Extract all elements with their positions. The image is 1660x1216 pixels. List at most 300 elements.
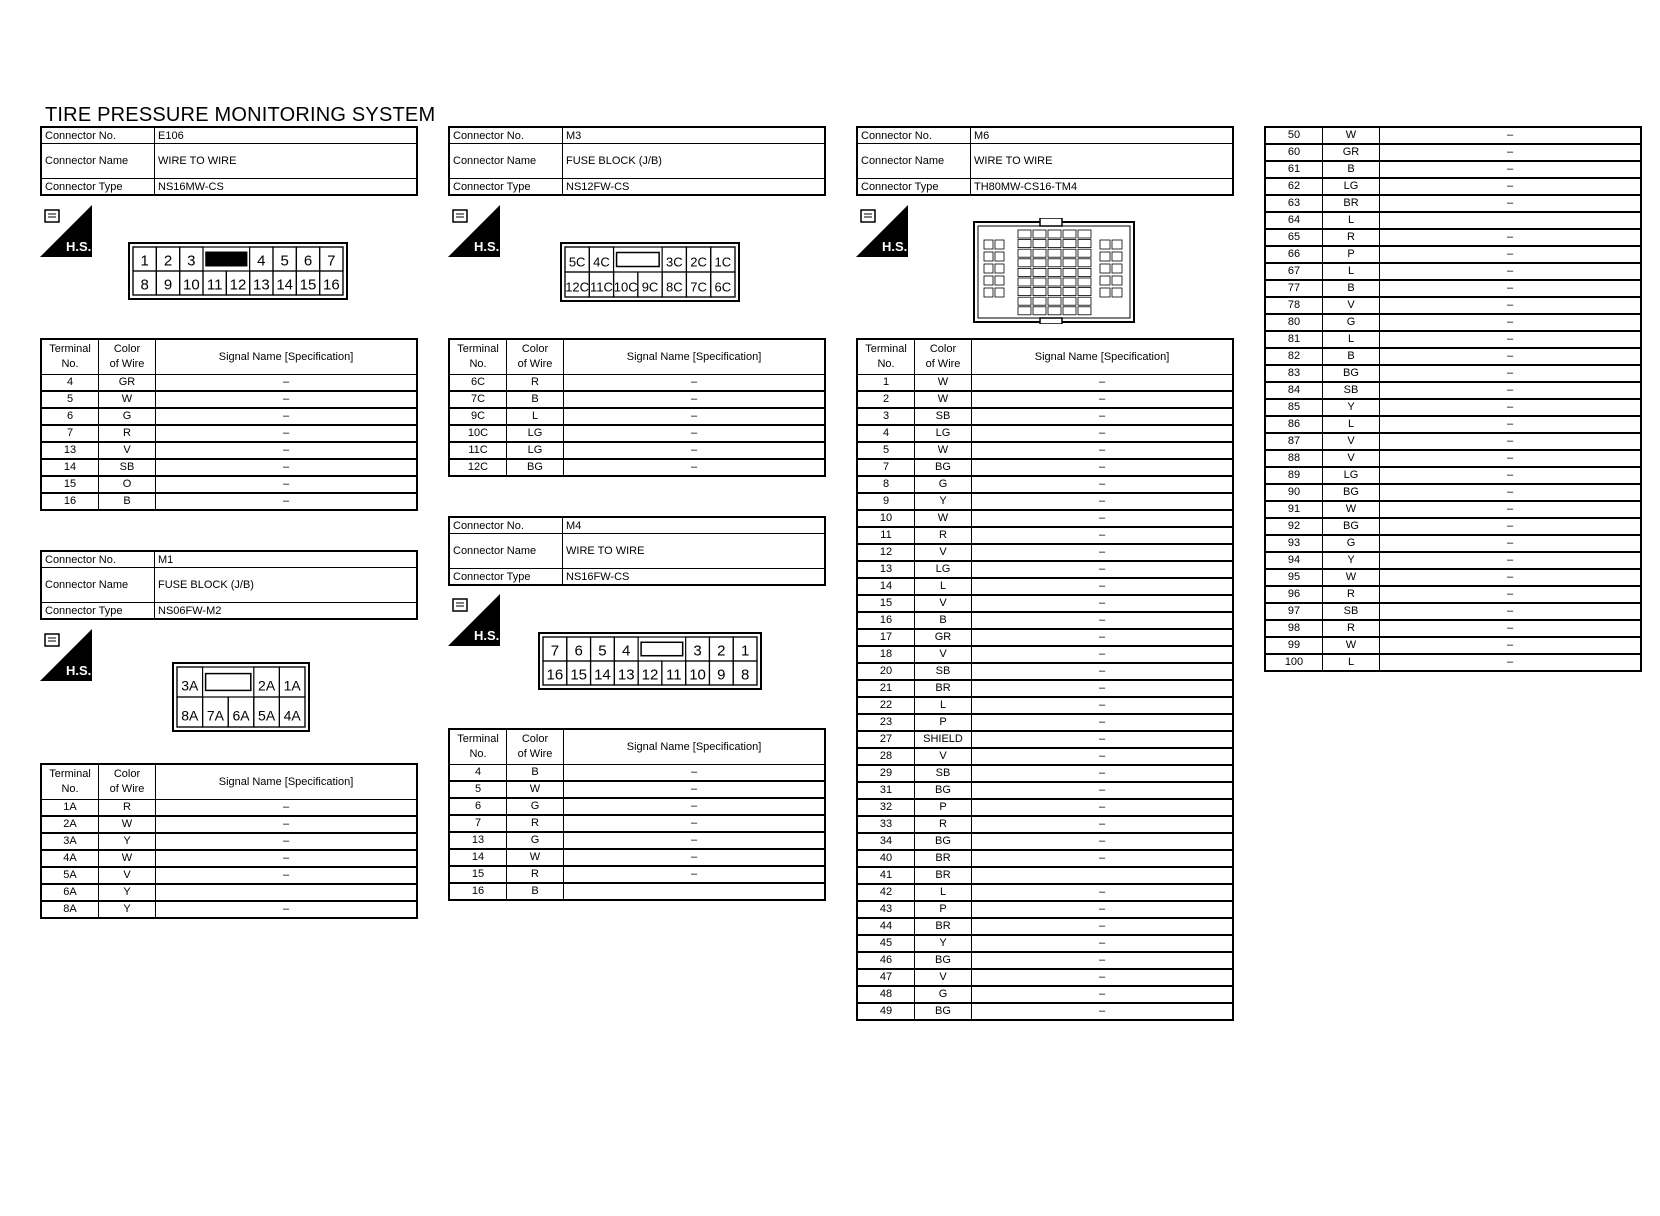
pin-cavity (984, 252, 993, 261)
signal-name-cell: – (972, 493, 1234, 510)
pin-cavity (1112, 264, 1122, 273)
signal-name-cell: – (972, 799, 1234, 816)
table-row (1265, 280, 1641, 297)
signal-name-cell: – (564, 408, 826, 425)
terminal-no-cell: 6 (41, 408, 99, 425)
table-row (41, 476, 417, 493)
table-row (857, 884, 1233, 901)
signal-name-cell: – (972, 952, 1234, 969)
signal-name-cell: – (1380, 552, 1642, 569)
signal-name-cell: – (972, 901, 1234, 918)
signal-name-header: Signal Name [Specification] (156, 764, 418, 800)
pin-cavity (1100, 276, 1110, 285)
pin-cavity (1033, 307, 1046, 315)
pin-cavity (1033, 268, 1046, 276)
wire-color-cell: B (915, 612, 972, 629)
wire-color-cell: W (1323, 127, 1380, 144)
pin-cavity (984, 240, 993, 249)
pin-cavity (1100, 264, 1110, 273)
pin-cavity (1063, 297, 1076, 305)
wire-color-cell: Y (1323, 399, 1380, 416)
table-row (1265, 620, 1641, 637)
pin-cavity (1048, 307, 1061, 315)
pin-label: 11 (206, 276, 223, 294)
signal-name-cell: – (156, 408, 418, 425)
terminal-no-cell: 5 (449, 781, 507, 798)
terminal-no-cell: 86 (1265, 416, 1323, 433)
wire-color-cell: G (507, 832, 564, 849)
wire-color-cell: BG (507, 459, 564, 476)
wire-color-cell: BR (1323, 195, 1380, 212)
table-row (857, 1003, 1233, 1020)
wire-color-cell: W (915, 375, 972, 392)
signal-name-cell: – (1380, 365, 1642, 382)
wire-color-cell: P (915, 901, 972, 918)
signal-name-cell: – (972, 561, 1234, 578)
wire-color-cell: BR (915, 850, 972, 867)
wire-color-cell: P (1323, 246, 1380, 263)
color-of-wire-header: Color of Wire (915, 339, 972, 375)
wire-color-cell: W (99, 391, 156, 408)
wire-color-cell: BG (915, 782, 972, 799)
connector-type-label: Connector Type (857, 179, 971, 196)
wire-color-cell: W (915, 510, 972, 527)
pin-cavity (984, 288, 993, 297)
signal-name-cell: – (564, 781, 826, 798)
terminal-no-cell: 5 (857, 442, 915, 459)
connector-no-label: Connector No. (449, 517, 563, 534)
table-row (857, 578, 1233, 595)
signal-name-cell: – (1380, 280, 1642, 297)
signal-name-cell: – (972, 816, 1234, 833)
signal-name-cell: – (1380, 229, 1642, 246)
terminal-no-cell: 10 (857, 510, 915, 527)
pin-cavity (1018, 259, 1031, 267)
signal-name-cell: – (564, 815, 826, 832)
pin-cavity (995, 288, 1004, 297)
terminal-no-cell: 20 (857, 663, 915, 680)
wire-color-cell: B (507, 883, 564, 900)
wire-color-cell: LG (915, 425, 972, 442)
table-row (857, 527, 1233, 544)
table-row (857, 850, 1233, 867)
table-row (41, 408, 417, 425)
wire-color-cell: Y (99, 833, 156, 850)
signal-name-cell: – (1380, 603, 1642, 620)
pin-label: 8C (665, 279, 683, 295)
pin-label: 10 (182, 276, 200, 294)
terminal-no-cell: 8 (857, 476, 915, 493)
terminal-no-cell: 14 (857, 578, 915, 595)
table-row (857, 714, 1233, 731)
wire-color-cell: R (507, 866, 564, 883)
signal-name-cell: – (1380, 416, 1642, 433)
table-row (41, 884, 417, 901)
wire-color-cell: BG (915, 952, 972, 969)
pin-label: 14 (594, 666, 611, 684)
pin-cavity (1112, 252, 1122, 261)
signal-name-cell: – (1380, 195, 1642, 212)
wire-color-cell: R (1323, 229, 1380, 246)
wire-color-cell: R (99, 425, 156, 442)
terminal-no-cell: 45 (857, 935, 915, 952)
table-row (41, 459, 417, 476)
pin-cavity (984, 264, 993, 273)
terminal-no-cell: 15 (449, 866, 507, 883)
table-row (449, 781, 825, 798)
wire-color-cell: G (1323, 314, 1380, 331)
connector-name-label: Connector Name (41, 144, 155, 179)
color-of-wire-header: Color of Wire (507, 729, 564, 765)
terminal-no-cell: 28 (857, 748, 915, 765)
pin-cavity (1100, 288, 1110, 297)
wire-color-cell: W (1323, 501, 1380, 518)
wire-color-cell: BG (915, 459, 972, 476)
signal-name-cell: – (1380, 348, 1642, 365)
table-row (857, 782, 1233, 799)
terminal-no-cell: 34 (857, 833, 915, 850)
table-row (857, 493, 1233, 510)
terminal-no-cell: 7C (449, 391, 507, 408)
wire-color-cell: L (915, 884, 972, 901)
pin-cavity (1078, 278, 1091, 286)
wire-color-cell: V (915, 969, 972, 986)
terminal-no-cell: 21 (857, 680, 915, 697)
pin-label: 11C (589, 279, 613, 295)
pin-cavity (1063, 268, 1076, 276)
pin-cavity (1048, 297, 1061, 305)
pin-label: 12C (565, 279, 590, 295)
pin-cavity (1048, 268, 1061, 276)
terminal-no-cell: 14 (41, 459, 99, 476)
table-row (1265, 263, 1641, 280)
terminal-no-cell: 40 (857, 850, 915, 867)
wire-color-cell: L (507, 408, 564, 425)
terminal-no-cell: 2A (41, 816, 99, 833)
pin-cavity (1063, 240, 1076, 248)
terminal-table-m6-continued (1264, 126, 1642, 672)
signal-name-cell: – (1380, 263, 1642, 280)
wire-color-cell: V (915, 544, 972, 561)
pin-label: 4 (257, 252, 266, 270)
terminal-no-header: Terminal No. (449, 339, 507, 375)
terminal-no-cell: 80 (1265, 314, 1323, 331)
table-row (1265, 637, 1641, 654)
connector-no-label: Connector No. (449, 127, 563, 144)
pin-cavity (1078, 268, 1091, 276)
table-row (857, 748, 1233, 765)
terminal-no-cell: 23 (857, 714, 915, 731)
signal-name-cell: – (1380, 246, 1642, 263)
wire-color-cell: V (915, 595, 972, 612)
wire-color-cell: GR (915, 629, 972, 646)
pin-cavity (1048, 249, 1061, 257)
connector-m1-face (172, 662, 310, 732)
pin-label: 1C (714, 254, 732, 270)
pin-label: 8 (740, 666, 750, 684)
wire-color-cell: G (507, 798, 564, 815)
connector-type-value: NS12FW-CS (563, 179, 826, 196)
wire-color-cell: L (915, 697, 972, 714)
wire-color-cell: BG (1323, 484, 1380, 501)
signal-name-cell: – (156, 375, 418, 392)
signal-name-cell: – (972, 833, 1234, 850)
terminal-no-cell: 62 (1265, 178, 1323, 195)
signal-name-cell: – (1380, 127, 1642, 144)
terminal-no-cell: 10C (449, 425, 507, 442)
signal-name-cell: – (156, 901, 418, 918)
connector-type-value: TH80MW-CS16-TM4 (971, 179, 1234, 196)
terminal-no-cell: 81 (1265, 331, 1323, 348)
wire-color-cell: L (1323, 331, 1380, 348)
terminal-no-cell: 60 (1265, 144, 1323, 161)
table-row (449, 832, 825, 849)
pin-cavity (1018, 288, 1031, 296)
terminal-no-cell: 89 (1265, 467, 1323, 484)
table-row (857, 595, 1233, 612)
signal-name-cell: – (564, 849, 826, 866)
terminal-no-cell: 11C (449, 442, 507, 459)
signal-name-cell: – (156, 442, 418, 459)
pin-cavity (1033, 297, 1046, 305)
wire-color-cell: B (1323, 161, 1380, 178)
signal-name-cell: – (972, 986, 1234, 1003)
wire-color-cell: W (915, 391, 972, 408)
signal-name-cell: – (564, 832, 826, 849)
signal-name-cell: – (564, 866, 826, 883)
terminal-no-cell: 46 (857, 952, 915, 969)
pin-cavity (1048, 278, 1061, 286)
wire-color-cell: LG (507, 442, 564, 459)
table-row (1265, 246, 1641, 263)
signal-name-cell: – (1380, 484, 1642, 501)
terminal-no-cell: 78 (1265, 297, 1323, 314)
pin-label: 1 (140, 252, 149, 270)
wire-color-cell: Y (915, 935, 972, 952)
pin-label: 10C (613, 279, 638, 295)
table-row (857, 375, 1233, 392)
terminal-no-cell: 16 (449, 883, 507, 900)
table-row (449, 765, 825, 782)
wire-color-cell: R (915, 527, 972, 544)
connector-m4-face (538, 632, 762, 690)
pin-label: 7 (550, 642, 560, 660)
wire-color-cell: V (99, 867, 156, 884)
wire-color-cell: G (99, 408, 156, 425)
table-row (857, 459, 1233, 476)
table-row (41, 901, 417, 918)
pin-cavity (1018, 268, 1031, 276)
wire-color-cell: B (507, 391, 564, 408)
terminal-no-cell: 4 (857, 425, 915, 442)
wire-color-cell: B (99, 493, 156, 510)
connector-name-label: Connector Name (449, 534, 563, 569)
terminal-no-cell: 85 (1265, 399, 1323, 416)
wire-color-cell: R (507, 815, 564, 832)
wire-color-cell: W (507, 849, 564, 866)
connector-type-value: NS16MW-CS (155, 179, 418, 196)
signal-name-cell: – (1380, 450, 1642, 467)
terminal-no-cell: 18 (857, 646, 915, 663)
table-row (1265, 603, 1641, 620)
pin-cavity (1078, 288, 1091, 296)
wire-color-cell: BG (1323, 365, 1380, 382)
pin-cavity (1033, 288, 1046, 296)
pin-cavity (1078, 240, 1091, 248)
pin-cavity (995, 264, 1004, 273)
terminal-no-cell: 94 (1265, 552, 1323, 569)
terminal-no-header: Terminal No. (41, 339, 99, 375)
signal-name-cell: – (972, 1003, 1234, 1020)
pin-cavity (1048, 259, 1061, 267)
terminal-no-header: Terminal No. (41, 764, 99, 800)
terminal-no-cell: 12 (857, 544, 915, 561)
signal-name-cell: – (972, 714, 1234, 731)
pin-cavity (1048, 230, 1061, 238)
signal-name-cell: – (156, 476, 418, 493)
terminal-no-cell: 98 (1265, 620, 1323, 637)
signal-name-cell: – (1380, 518, 1642, 535)
pin-label: 9 (163, 276, 173, 294)
connector-no-label: Connector No. (41, 551, 155, 568)
table-row (41, 493, 417, 510)
table-row (41, 375, 417, 392)
table-row (1265, 382, 1641, 399)
wire-color-cell: O (99, 476, 156, 493)
terminal-no-cell: 67 (1265, 263, 1323, 280)
signal-name-cell: – (564, 425, 826, 442)
terminal-no-cell: 2 (857, 391, 915, 408)
wire-color-cell: L (915, 578, 972, 595)
pin-label: 1 (740, 642, 750, 660)
wire-color-cell: L (1323, 212, 1380, 229)
connector-name-value: WIRE TO WIRE (971, 144, 1234, 179)
terminal-no-cell: 65 (1265, 229, 1323, 246)
connector-lock-tab (641, 642, 683, 655)
table-row (857, 391, 1233, 408)
table-row (1265, 331, 1641, 348)
pin-label: 13 (617, 666, 635, 684)
wire-color-cell: W (507, 781, 564, 798)
signal-name-cell: – (972, 476, 1234, 493)
terminal-no-cell: 91 (1265, 501, 1323, 518)
pin-cavity (1063, 307, 1076, 315)
wire-color-cell: BR (915, 918, 972, 935)
table-row (449, 849, 825, 866)
signal-name-cell (972, 867, 1234, 884)
terminal-no-cell: 7 (41, 425, 99, 442)
terminal-table-m4 (448, 728, 826, 901)
connector-no-value: M3 (563, 127, 826, 144)
color-of-wire-header: Color of Wire (99, 339, 156, 375)
pin-label: 5 (280, 252, 289, 270)
terminal-no-cell: 11 (857, 527, 915, 544)
pin-cavity (1018, 240, 1031, 248)
harness-side-icon (856, 205, 908, 257)
wire-color-cell: Y (1323, 552, 1380, 569)
terminal-no-cell: 90 (1265, 484, 1323, 501)
pin-label: 2 (717, 642, 726, 660)
signal-name-cell: – (1380, 297, 1642, 314)
terminal-no-cell: 41 (857, 867, 915, 884)
pin-label: 12 (229, 276, 247, 294)
signal-name-cell: – (156, 493, 418, 510)
wire-color-cell: W (99, 850, 156, 867)
pin-label: 7A (206, 707, 224, 724)
pin-label: 9 (717, 666, 726, 684)
table-row (857, 918, 1233, 935)
wire-color-cell: GR (99, 375, 156, 392)
signal-name-cell: – (972, 731, 1234, 748)
signal-name-cell: – (156, 391, 418, 408)
signal-name-cell (156, 884, 418, 901)
terminal-no-cell: 33 (857, 816, 915, 833)
connector-name-label: Connector Name (857, 144, 971, 179)
table-row (1265, 365, 1641, 382)
connector-lock-tab (206, 674, 251, 691)
wire-color-cell: R (99, 800, 156, 817)
pin-label: 4A (283, 707, 301, 724)
wire-color-cell: L (1323, 416, 1380, 433)
terminal-no-cell: 7 (449, 815, 507, 832)
pin-label: 7C (690, 279, 707, 295)
terminal-table-m6 (856, 338, 1234, 1021)
signal-name-cell: – (972, 935, 1234, 952)
table-row (1265, 416, 1641, 433)
terminal-no-cell: 13 (449, 832, 507, 849)
terminal-no-cell: 42 (857, 884, 915, 901)
pin-label: 6 (303, 252, 313, 270)
connector-m6-header (856, 126, 1234, 196)
terminal-no-header: Terminal No. (449, 729, 507, 765)
terminal-no-cell: 48 (857, 986, 915, 1003)
signal-name-cell: – (156, 850, 418, 867)
table-row (857, 425, 1233, 442)
table-row (857, 476, 1233, 493)
signal-name-cell: – (1380, 637, 1642, 654)
terminal-table-m1 (40, 763, 418, 919)
color-of-wire-header: Color of Wire (507, 339, 564, 375)
connector-name-value: FUSE BLOCK (J/B) (563, 144, 826, 179)
pin-label: 8A (181, 707, 199, 724)
signal-name-cell: – (972, 646, 1234, 663)
terminal-no-cell: 83 (1265, 365, 1323, 382)
signal-name-cell: – (972, 850, 1234, 867)
table-row (857, 799, 1233, 816)
terminal-no-cell: 63 (1265, 195, 1323, 212)
table-row (1265, 399, 1641, 416)
table-row (449, 408, 825, 425)
wire-color-cell: GR (1323, 144, 1380, 161)
pin-cavity (1033, 249, 1046, 257)
table-row (1265, 314, 1641, 331)
signal-name-cell: – (156, 425, 418, 442)
pin-label: 6 (574, 642, 583, 660)
signal-name-cell: – (1380, 654, 1642, 671)
signal-name-cell: – (972, 510, 1234, 527)
signal-name-cell: – (972, 442, 1234, 459)
signal-name-cell: – (972, 527, 1234, 544)
pin-cavity (1078, 307, 1091, 315)
pin-cavity (1033, 230, 1046, 238)
wire-color-cell: SB (915, 663, 972, 680)
signal-name-cell: – (1380, 620, 1642, 637)
wire-color-cell: L (1323, 654, 1380, 671)
table-row (857, 765, 1233, 782)
wire-color-cell: Y (99, 901, 156, 918)
table-row (857, 935, 1233, 952)
pin-cavity (1063, 249, 1076, 257)
